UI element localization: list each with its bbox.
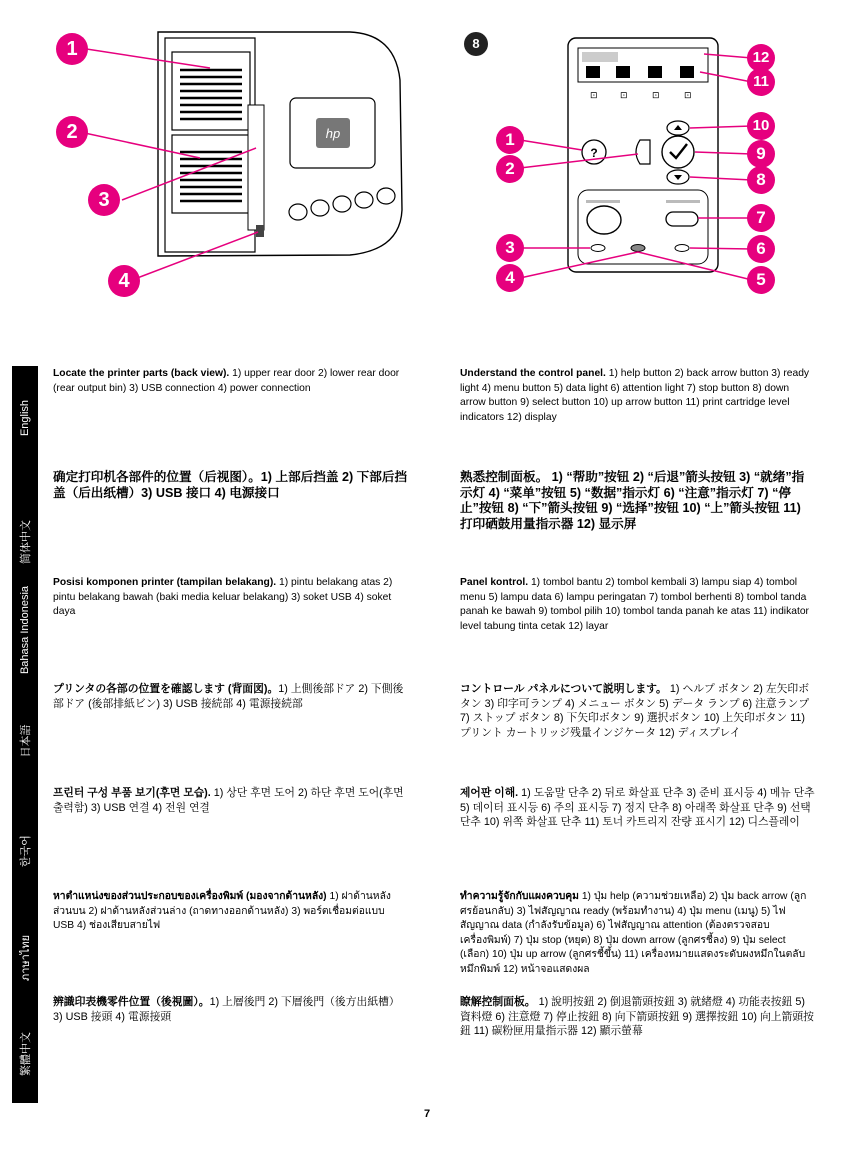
section-body: 1) 上層後門 2) 下層後門（後方出紙槽）3) USB 接頭 4) 電源接頭 xyxy=(53,996,400,1023)
section-title: 프린터 구성 부품 보기(후면 모습). xyxy=(53,787,211,799)
section-title: Understand the control panel. xyxy=(460,368,606,379)
rear-callout-4: 4 xyxy=(108,265,140,297)
language-sidebar: English 简体中文 Bahasa Indonesia 日本語 한국어 ภาษาไทย 繁體中文 xyxy=(12,366,38,1103)
panel-callout-1: 1 xyxy=(496,126,524,154)
zhcn-control-panel-text xyxy=(460,470,815,532)
section-body: 1) tombol bantu 2) tombol kembali 3) lampu siap 4) tombol menu 5) lampu data 6) lampu peringatan 7) tombol berhenti 8) tombol tanda panah ke bawah 9) tombol pilih 10) tombol tanda panah ke atas 11) indikator level tabung tinta cetak 12) layar xyxy=(460,577,809,632)
control-panel-figure xyxy=(490,30,770,300)
ja-control-panel-text xyxy=(460,682,815,740)
section-body: 1) 說明按鈕 2) 倒退箭頭按鈕 3) 就緒燈 4) 功能表按鈕 5) 資料燈 6) 注意燈 7) 停止按鈕 8) 向下箭頭按鈕 9) 選擇按鈕 10) 向上箭頭按鈕 11) 碳粉匣用量指示器 12) 顯示螢幕 xyxy=(460,996,814,1038)
section-title: 确定打印机各部件的位置（后视图）。 xyxy=(53,470,261,484)
svg-text:⊡: ⊡ xyxy=(652,91,660,101)
zhtw-control-panel-text xyxy=(460,995,815,1039)
rear-callout-1: 1 xyxy=(56,33,88,65)
th-rear-view-text xyxy=(53,890,408,934)
section-body: 1) ฝาด้านหลังส่วนบน 2) ฝาด้านหลังส่วนล่าง (ถาดทางออกด้านหลัง) 3) พอร์ตเชื่อมต่อแบบ USB 4) ช่องเสียบสายไฟ xyxy=(53,891,391,932)
hp-logo: hp xyxy=(325,126,341,141)
en-rear-view-text xyxy=(53,367,408,396)
rear-view-figure xyxy=(50,20,430,305)
svg-text:⊡: ⊡ xyxy=(620,91,628,101)
ja-rear-view-text xyxy=(53,682,408,711)
figure-number-badge: 8 xyxy=(464,32,488,56)
page-number: 7 xyxy=(424,1108,431,1120)
section-title: コントロール パネルについて説明します。 xyxy=(460,683,667,695)
section-body: 1) ヘルプ ボタン 2) 左矢印ボタン 3) 印字可ランプ 4) メニュー ボタン 5) データ ランプ 6) 注意ランプ 7) ストップ ボタン 8) 下矢印ボタン 9) 選択ボタン 10) 上矢印ボタン 11) プリント カートリッジ残量インジケータ 12) ディスプレイ xyxy=(460,683,810,739)
panel-callout-6: 6 xyxy=(747,235,775,263)
zhtw-rear-view-text xyxy=(53,995,408,1024)
id-control-panel-text xyxy=(460,576,815,634)
control-panel-illustration xyxy=(490,30,770,300)
rear-callout-2: 2 xyxy=(56,116,88,148)
section-title: 熟悉控制面板。 xyxy=(460,470,549,484)
section-body: 1) ปุ่ม help (ความช่วยเหลือ) 2) ปุ่ม back arrow (ลูกศรย้อนกลับ) 3) ไฟสัญญาณ ready (พร้อมทำงาน) 4) ปุ่ม menu (เมนู) 5) ไฟสัญญาณ data (กำลังรับข้อมูล) 6) ไฟสัญญาณ attention (ต้องตรวจสอบเครื่องพิมพ์) 7) ปุ่ม stop (หยุด) 8) ปุ่ม down arrow (ลูกศรชี้ลง) 9) ปุ่ม select (เลือก) 10) ปุ่ม up arrow (ลูกศรชี้ขึ้น) 11) เครื่องหมายแสดงระดับผงหมึกในตลับหมึกพิมพ์ 12) หน้าจอแสดงผล xyxy=(460,891,807,975)
section-body: 1) upper rear door 2) lower rear door (rear output bin) 3) USB connection 4) power connection xyxy=(53,368,400,394)
svg-text:⊡: ⊡ xyxy=(590,91,598,101)
printer-rear-illustration xyxy=(50,20,430,305)
section-title: 제어판 이해. xyxy=(460,787,519,799)
panel-callout-2: 2 xyxy=(496,155,524,183)
panel-callout-4: 4 xyxy=(496,264,524,292)
section-title: หาตำแหน่งของส่วนประกอบของเครื่องพิมพ์ (มองจากด้านหลัง) xyxy=(53,891,327,902)
section-title: Locate the printer parts (back view). xyxy=(53,368,230,379)
panel-callout-11: 11 xyxy=(747,68,775,96)
zhcn-rear-view-text xyxy=(53,470,408,501)
en-control-panel-text xyxy=(460,367,815,425)
section-title: ทำความรู้จักกับแผงควบคุม xyxy=(460,891,579,902)
panel-callout-7: 7 xyxy=(747,204,775,232)
panel-callout-3: 3 xyxy=(496,234,524,262)
panel-callout-8: 8 xyxy=(747,166,775,194)
panel-callout-10: 10 xyxy=(747,112,775,140)
panel-callout-9: 9 xyxy=(747,140,775,168)
section-title: Panel kontrol. xyxy=(460,577,529,588)
svg-text:⊡: ⊡ xyxy=(684,91,692,101)
section-body: 1) “帮助”按钮 2) “后退”箭头按钮 3) “就绪”指示灯 4) “菜单”按钮 5) “数据”指示灯 6) “注意”指示灯 7) “停止”按钮 8) “下”箭头按钮 9) “选择”按钮 10) “上”箭头按钮 11) 打印硒鼓用量指示器 12) 显示屏 xyxy=(460,470,805,531)
panel-callout-12: 12 xyxy=(747,44,775,72)
section-title: 辨識印表機零件位置（後視圖）。 xyxy=(53,996,210,1008)
section-body: 1) 도움말 단추 2) 뒤로 화살표 단추 3) 준비 표시등 4) 메뉴 단추 5) 데이터 표시등 6) 주의 표시등 7) 정지 단추 8) 아래쪽 화살표 단추 9) 선택 단추 10) 위쪽 화살표 단추 11) 토너 카트리지 잔량 표시기 12) 디스플레이 xyxy=(460,787,815,829)
rear-callout-3: 3 xyxy=(88,184,120,216)
ko-rear-view-text xyxy=(53,786,408,815)
id-rear-view-text xyxy=(53,576,408,620)
section-body: 1) 상단 후면 도어 2) 하단 후면 도어(후면 출력함) 3) USB 연결 4) 전원 연결 xyxy=(53,787,404,814)
section-title: 瞭解控制面板。 xyxy=(460,996,536,1008)
section-title: Posisi komponen printer (tampilan belakang). xyxy=(53,577,277,588)
section-body: 1) pintu belakang atas 2) pintu belakang bawah (baki media keluar belakang) 3) soket USB 4) soket daya xyxy=(53,577,393,618)
panel-callout-5: 5 xyxy=(747,266,775,294)
section-body: 1) help button 2) back arrow button 3) ready light 4) menu button 5) data light 6) attention light 7) stop button 8) down arrow button 9) select button 10) up arrow button 11) print cartridge level indicators 12) display xyxy=(460,368,810,423)
section-title: プリンタの各部の位置を確認します (背面図)。 xyxy=(53,683,279,695)
th-control-panel-text xyxy=(460,890,815,978)
section-body: 1) 上部后挡盖 2) 下部后挡盖（后出纸槽）3) USB 接口 4) 电源接口 xyxy=(53,470,408,500)
ko-control-panel-text xyxy=(460,786,815,830)
section-body: 1) 上側後部ドア 2) 下側後部ドア (後部排紙ビン) 3) USB 接続部 4) 電源接続部 xyxy=(53,683,404,710)
svg-text:?: ? xyxy=(590,146,598,160)
